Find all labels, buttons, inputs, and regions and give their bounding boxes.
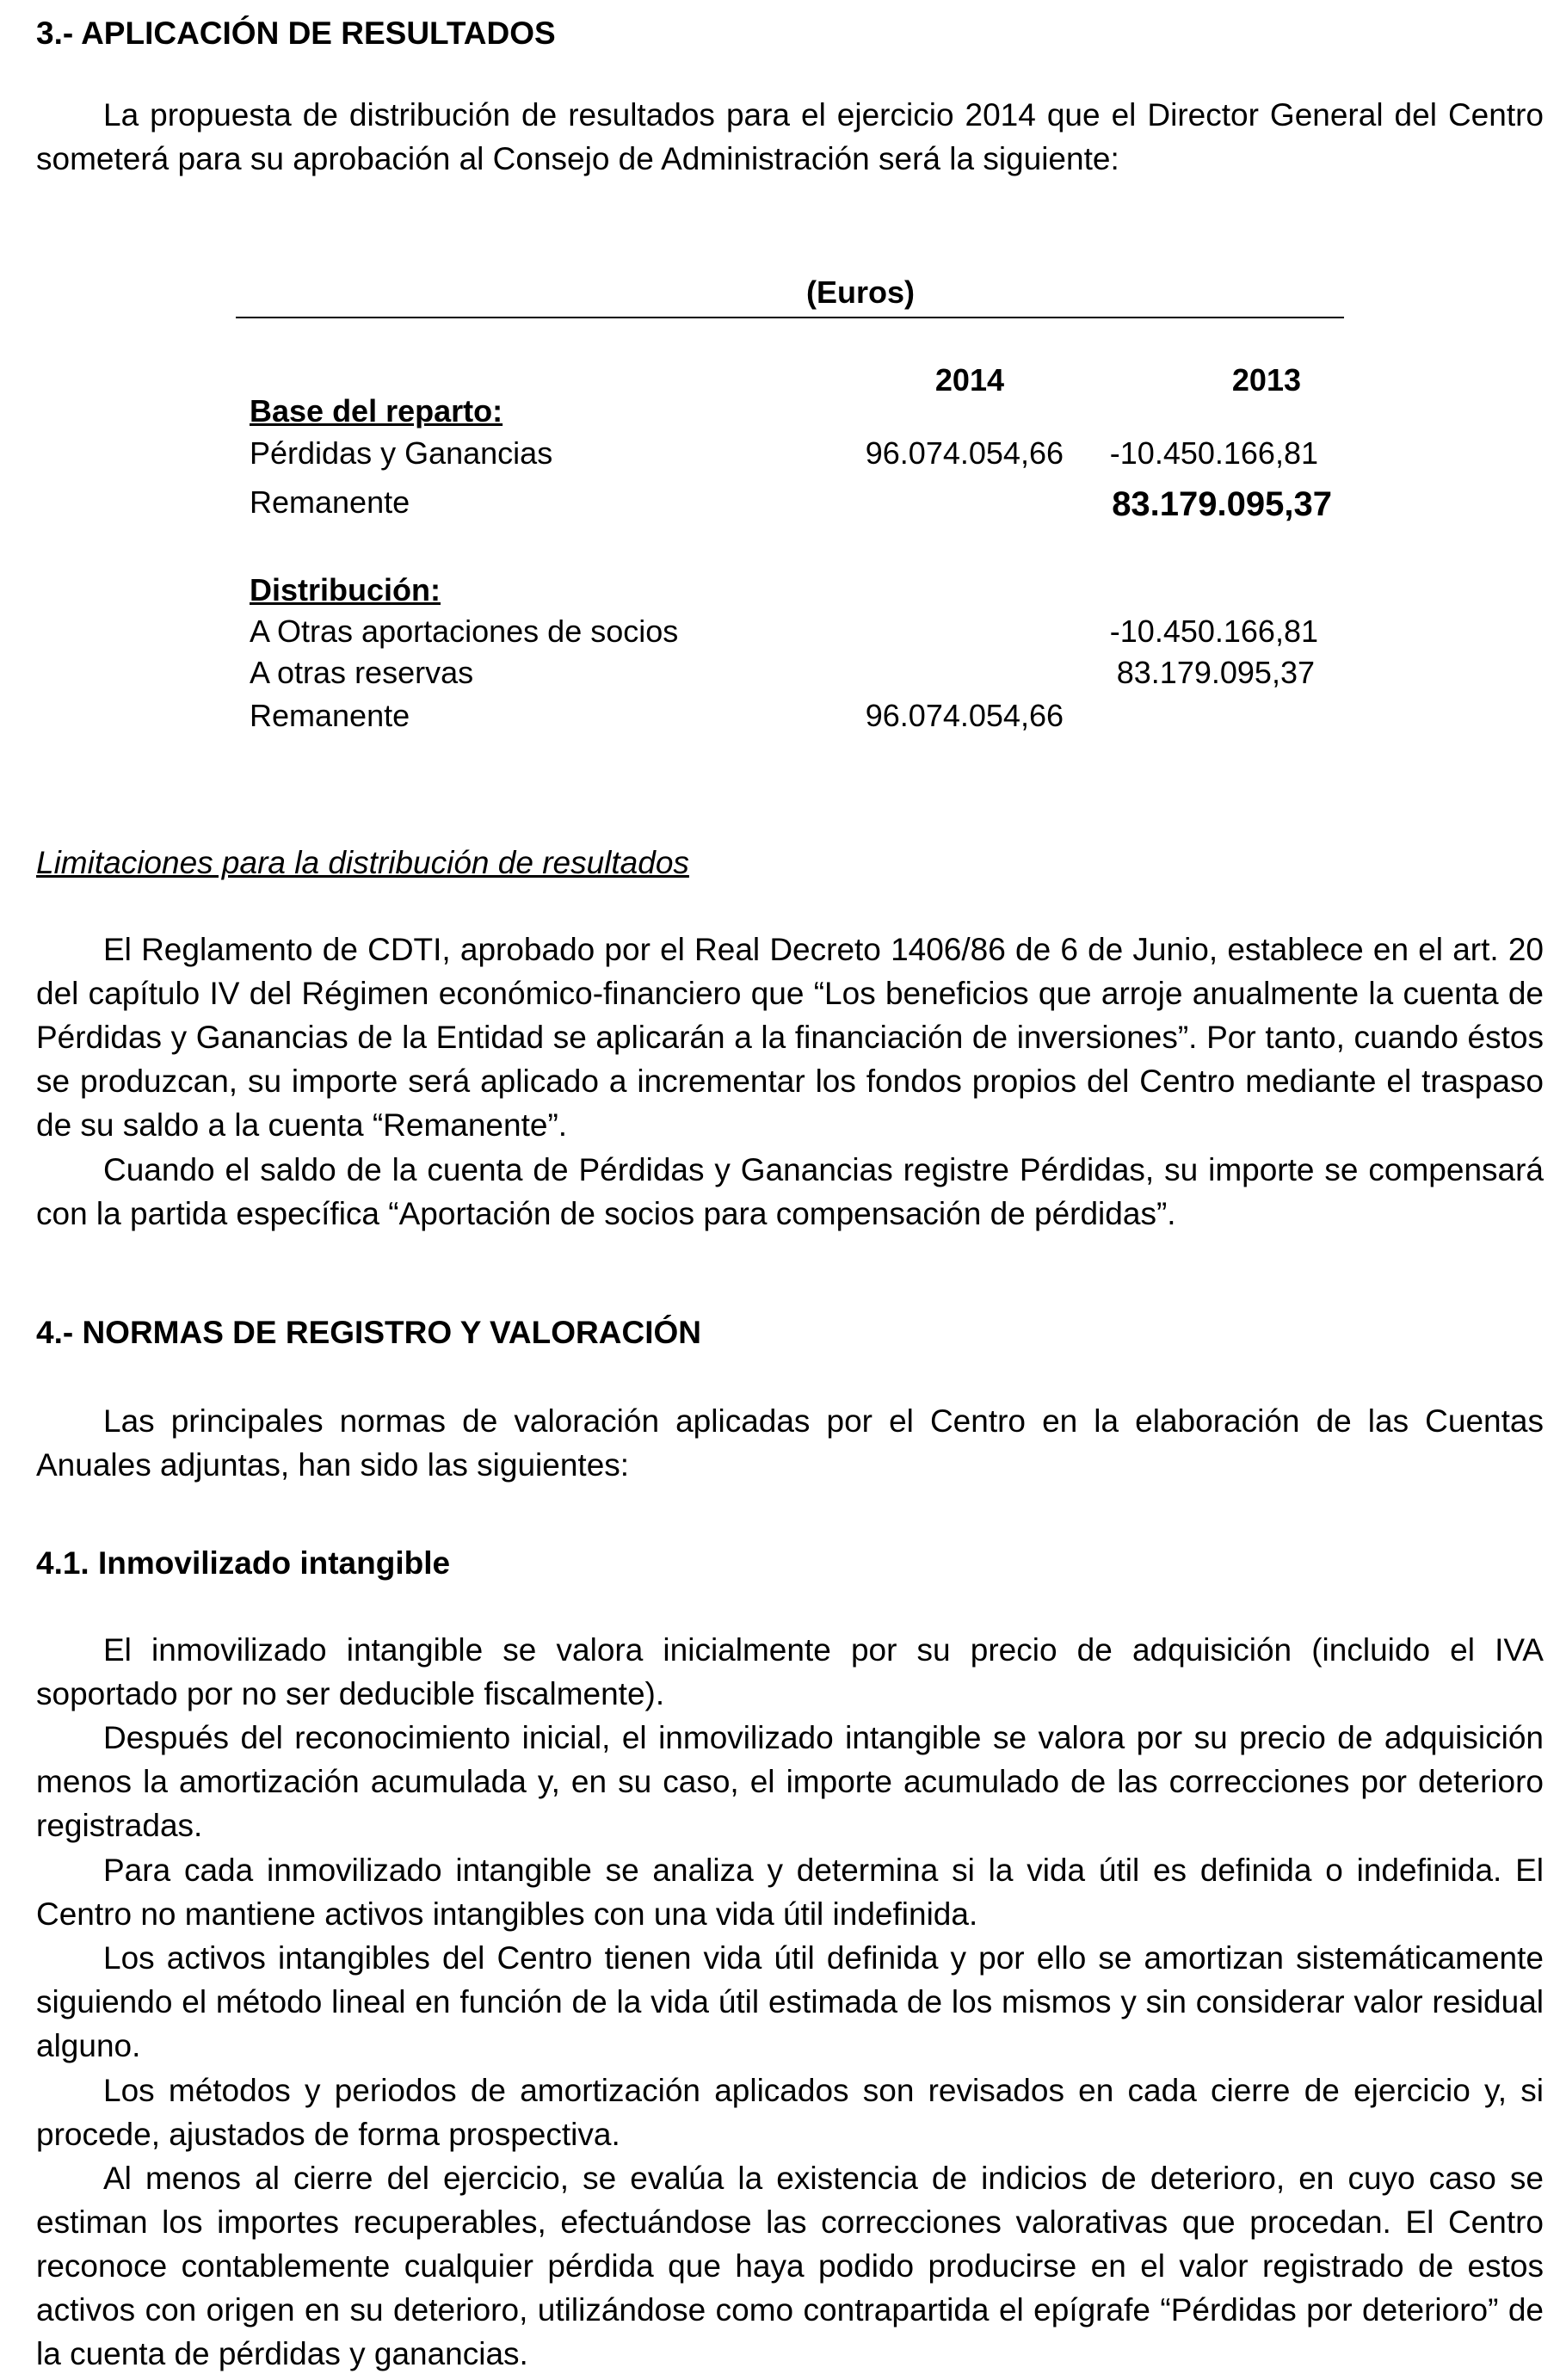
section-4-1-paragraph: El inmovilizado intangible se valora inicialmente por su precio de adquisición (incluido el IVA soportado por no ser deducible fiscalmente). — [36, 1632, 1544, 1711]
distribution-table — [36, 0, 1544, 774]
limitaciones-paragraph-1: El Reglamento de CDTI, aprobado por el Real Decreto 1406/86 de 6 de Junio, establece en el art. 20 del capítulo IV del Régimen económico-financiero que “Los beneficios que arroje anualmente la cuenta de Pérdidas y Ganancias de la Entidad se aplicarán a la financiación de inversiones”. Por tanto, cuando éstos se produzcan, su importe será aplicado a incrementar los fondos propios del Centro mediante el traspaso de su saldo a la cuenta “Remanente”. — [36, 932, 1544, 1143]
section-3-title: 3.- APLICACIÓN DE RESULTADOS — [36, 15, 556, 51]
row-value-2014: 96.074.054,66 — [865, 698, 1064, 733]
section-4-1-paragraph: Los activos intangibles del Centro tienen vida útil definida y por ello se amortizan sistemáticamente siguiendo el método lineal en función de la vida útil estimada de los mismos y sin considerar valor residual alguno. — [36, 1940, 1544, 2063]
section-4-1-paragraph: Al menos al cierre del ejercicio, se evalúa la existencia de indicios de deterioro, en cuyo caso se estiman los importes recuperables, efectuándose las correcciones valorativas que procedan. El Centro reconoce contablemente cualquier pérdida que haya podido producirse en el valor registrado de estos activos con origen en su deterioro, utilizándose como contrapartida el epígrafe “Pérdidas por deterioro” de la cuenta de pérdidas y ganancias. — [36, 2161, 1544, 2371]
section-3-intro: La propuesta de distribución de resultados para el ejercicio 2014 que el Director General del Centro someterá para su aprobación al Consejo de Administración será la siguiente: — [36, 97, 1544, 176]
col-header-2014: 2014 — [934, 362, 1004, 398]
distribucion-header: Distribución: — [250, 572, 441, 607]
row-label: Pérdidas y Ganancias — [250, 435, 553, 471]
section-4-1-paragraph: Para cada inmovilizado intangible se analiza y determina si la vida útil es definida o indefinida. El Centro no mantiene activos intangibles con una vida útil indefinida. — [36, 1853, 1544, 1932]
section-4-intro: Las principales normas de valoración aplicadas por el Centro en la elaboración de las Cuentas Anuales adjuntas, han sido las siguientes: — [36, 1403, 1544, 1483]
section-4-1-paragraph: Los métodos y periodos de amortización aplicados son revisados en cada cierre de ejercicio y, si procede, ajustados de forma prospectiva. — [36, 2073, 1544, 2152]
limitaciones-paragraph-2: Cuando el saldo de la cuenta de Pérdidas y Ganancias registre Pérdidas, su importe se compensará con la partida específica “Aportación de socios para compensación de pérdidas”. — [36, 1152, 1544, 1231]
limitaciones-title: Limitaciones para la distribución de resultados — [36, 845, 689, 880]
row-value-2013: 83.179.095,37 — [1116, 655, 1315, 690]
row-label: A Otras aportaciones de socios — [250, 613, 679, 649]
row-label: A otras reservas — [250, 655, 474, 690]
row-value-2013: -10.450.166,81 — [1109, 435, 1318, 471]
row-label: Remanente — [250, 698, 410, 733]
section-4-title: 4.- NORMAS DE REGISTRO Y VALORACIÓN — [36, 1315, 701, 1350]
table-unit-label: (Euros) — [806, 274, 915, 310]
row-label: Remanente — [250, 484, 410, 520]
row-value-2013: 83.179.095,37 — [1112, 485, 1332, 523]
table-top-rule — [236, 317, 1344, 318]
row-value-2014: 96.074.054,66 — [865, 435, 1064, 471]
row-value-2013: -10.450.166,81 — [1109, 613, 1318, 649]
col-header-2013: 2013 — [1231, 362, 1301, 398]
section-4-1-title: 4.1. Inmovilizado intangible — [36, 1545, 451, 1581]
base-del-reparto-header: Base del reparto: — [250, 393, 503, 429]
section-4-1-paragraph: Después del reconocimiento inicial, el inmovilizado intangible se valora por su precio de adquisición menos la amortización acumulada y, en su caso, el importe acumulado de las correcciones por deterioro registradas. — [36, 1720, 1544, 1843]
